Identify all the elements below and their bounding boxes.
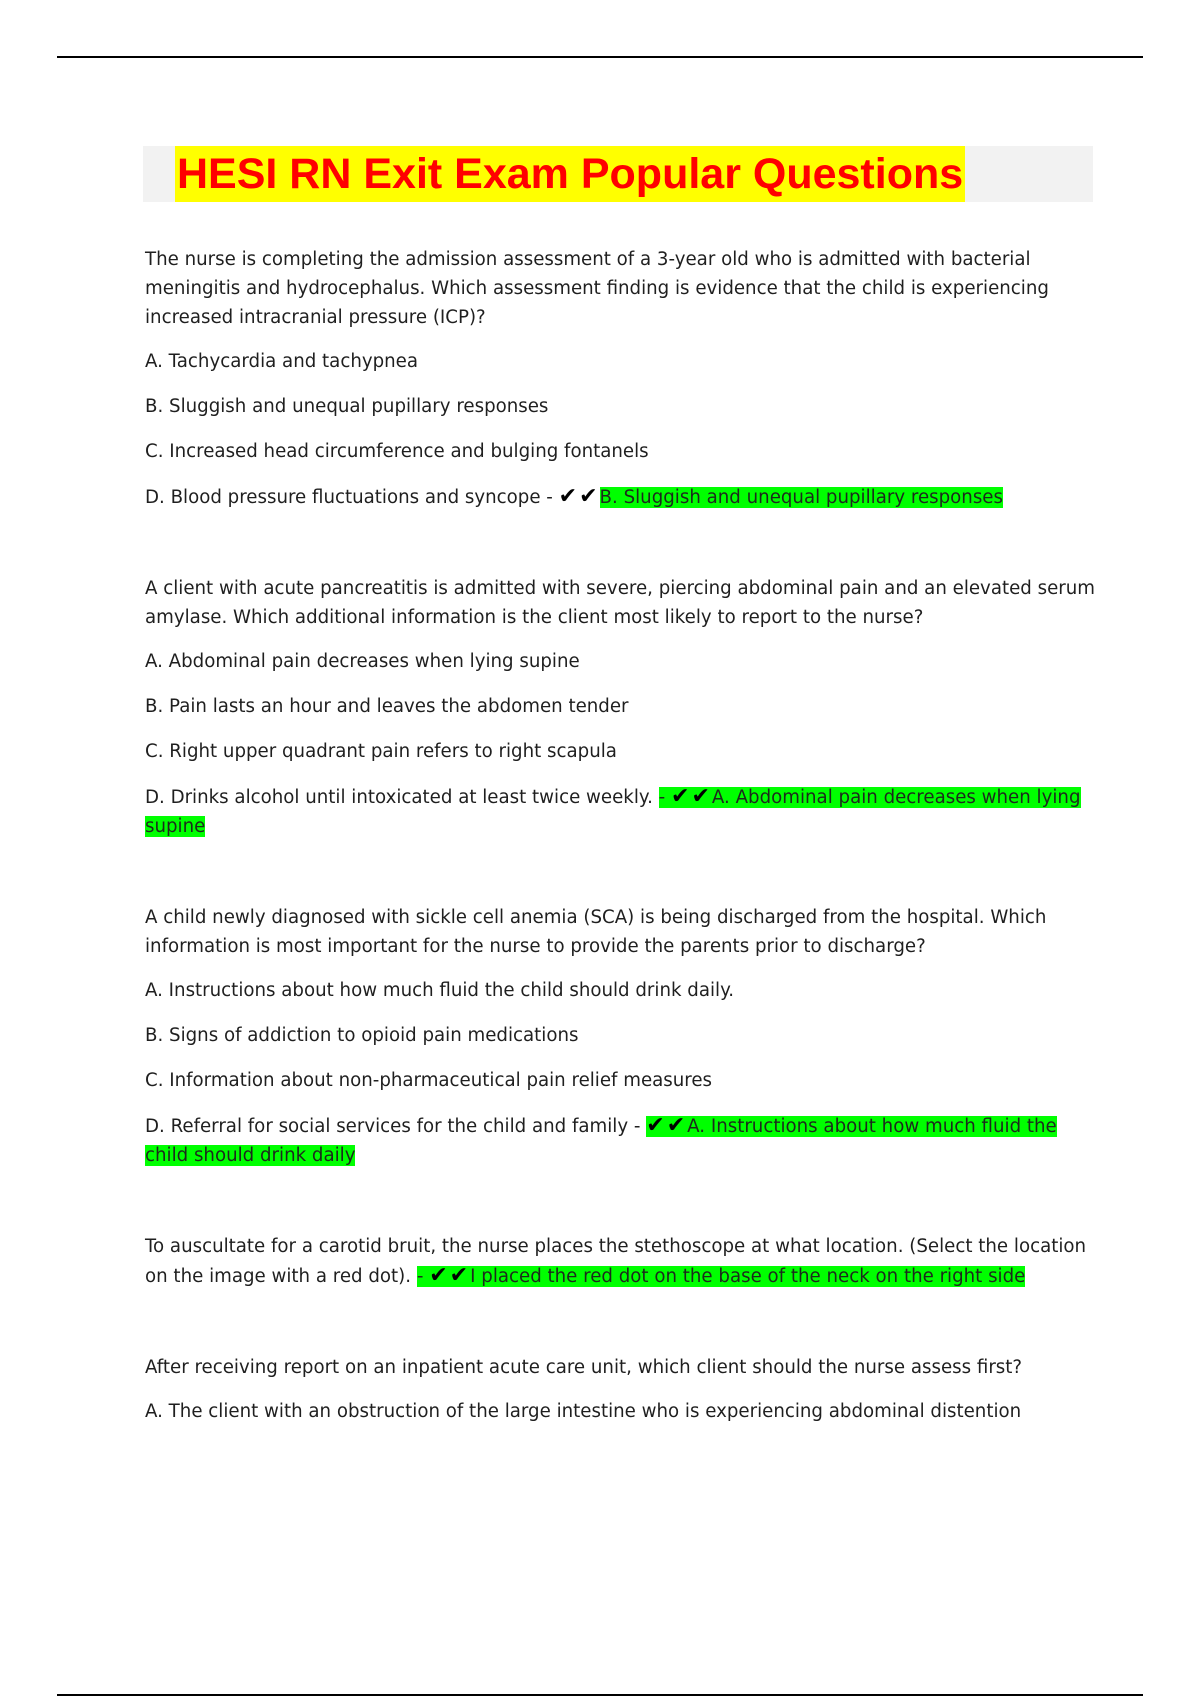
- answer-option: A. Instructions about how much fluid the child should drink daily.: [145, 980, 735, 1001]
- question-block: [145, 574, 1095, 841]
- option-text: D. Drinks alcohol until intoxicated at least twice weekly.: [145, 787, 653, 808]
- correct-answer-text: I placed the red dot on the base of the neck on the right side: [470, 1266, 1026, 1287]
- question-stem: After receiving report on an inpatient acute care unit, which client should the nurse assess first?: [145, 1357, 1023, 1378]
- answer-option: C. Right upper quadrant pain refers to right scapula: [145, 741, 617, 762]
- correct-answer-text: A. Abdominal pain decreases when lying supine: [145, 787, 1081, 837]
- check-icon: ✔✔: [646, 1113, 688, 1138]
- answer-option-final: [145, 1111, 1095, 1170]
- question-stem-with-answer: [145, 1232, 1095, 1291]
- correct-answer-highlight: [416, 1263, 1026, 1288]
- answer-option: B. Sluggish and unequal pupillary responses: [145, 396, 549, 417]
- answer-option: A. The client with an obstruction of the large intestine who is experiencing abdominal distention: [145, 1401, 1022, 1422]
- answer-option: B. Signs of addiction to opioid pain medications: [145, 1025, 579, 1046]
- question-stem: A child newly diagnosed with sickle cell anemia (SCA) is being discharged from the hospital. Which information is most important for the nurse to provide the parents prior to discharge?: [145, 907, 1047, 957]
- check-icon: ✔✔: [671, 784, 712, 809]
- answer-option: C. Increased head circumference and bulging fontanels: [145, 441, 649, 462]
- question-stem: The nurse is completing the admission assessment of a 3-year old who is admitted with bacterial meningitis and hydrocephalus. Which assessment finding is evidence that the child is experiencing increased intracranial pressure (ICP)?: [145, 249, 1049, 328]
- question-list: [145, 245, 1095, 1442]
- question-block: [145, 1232, 1095, 1291]
- answer-option: C. Information about non-pharmaceutical pain relief measures: [145, 1070, 713, 1091]
- answer-option: B. Pain lasts an hour and leaves the abdomen tender: [145, 696, 629, 717]
- check-icon: ✔✔: [558, 484, 600, 509]
- correct-answer-text: A. Instructions about how much fluid the child should drink daily: [145, 1116, 1057, 1166]
- question-block: [145, 903, 1095, 1170]
- question-block: [145, 1353, 1095, 1426]
- option-text: D. Referral for social services for the child and family -: [145, 1116, 641, 1137]
- answer-prefix: -: [416, 1266, 424, 1287]
- answer-option-final: [145, 482, 1095, 512]
- bottom-rule: [57, 1694, 1143, 1696]
- answer-prefix: -: [658, 787, 666, 808]
- answer-option: A. Tachycardia and tachypnea: [145, 351, 419, 372]
- top-rule: [57, 56, 1143, 58]
- stem-text: To auscultate for a carotid bruit, the nurse places the stethoscope at what location. (Select the location on the image with a red dot).: [145, 1236, 1087, 1287]
- option-text: D. Blood pressure fluctuations and syncope -: [145, 487, 553, 508]
- correct-answer-highlight: B. Sluggish and unequal pupillary responses: [599, 487, 1003, 508]
- check-icon: ✔✔: [429, 1263, 471, 1288]
- question-block: [145, 245, 1095, 512]
- question-stem: A client with acute pancreatitis is admitted with severe, piercing abdominal pain and an elevated serum amylase. Which additional information is the client most likely to report to the nurse?: [145, 578, 1096, 628]
- answer-option-final: [145, 782, 1095, 841]
- page-title: HESI RN Exit Exam Popular Questions: [175, 146, 965, 202]
- answer-option: A. Abdominal pain decreases when lying supine: [145, 651, 580, 672]
